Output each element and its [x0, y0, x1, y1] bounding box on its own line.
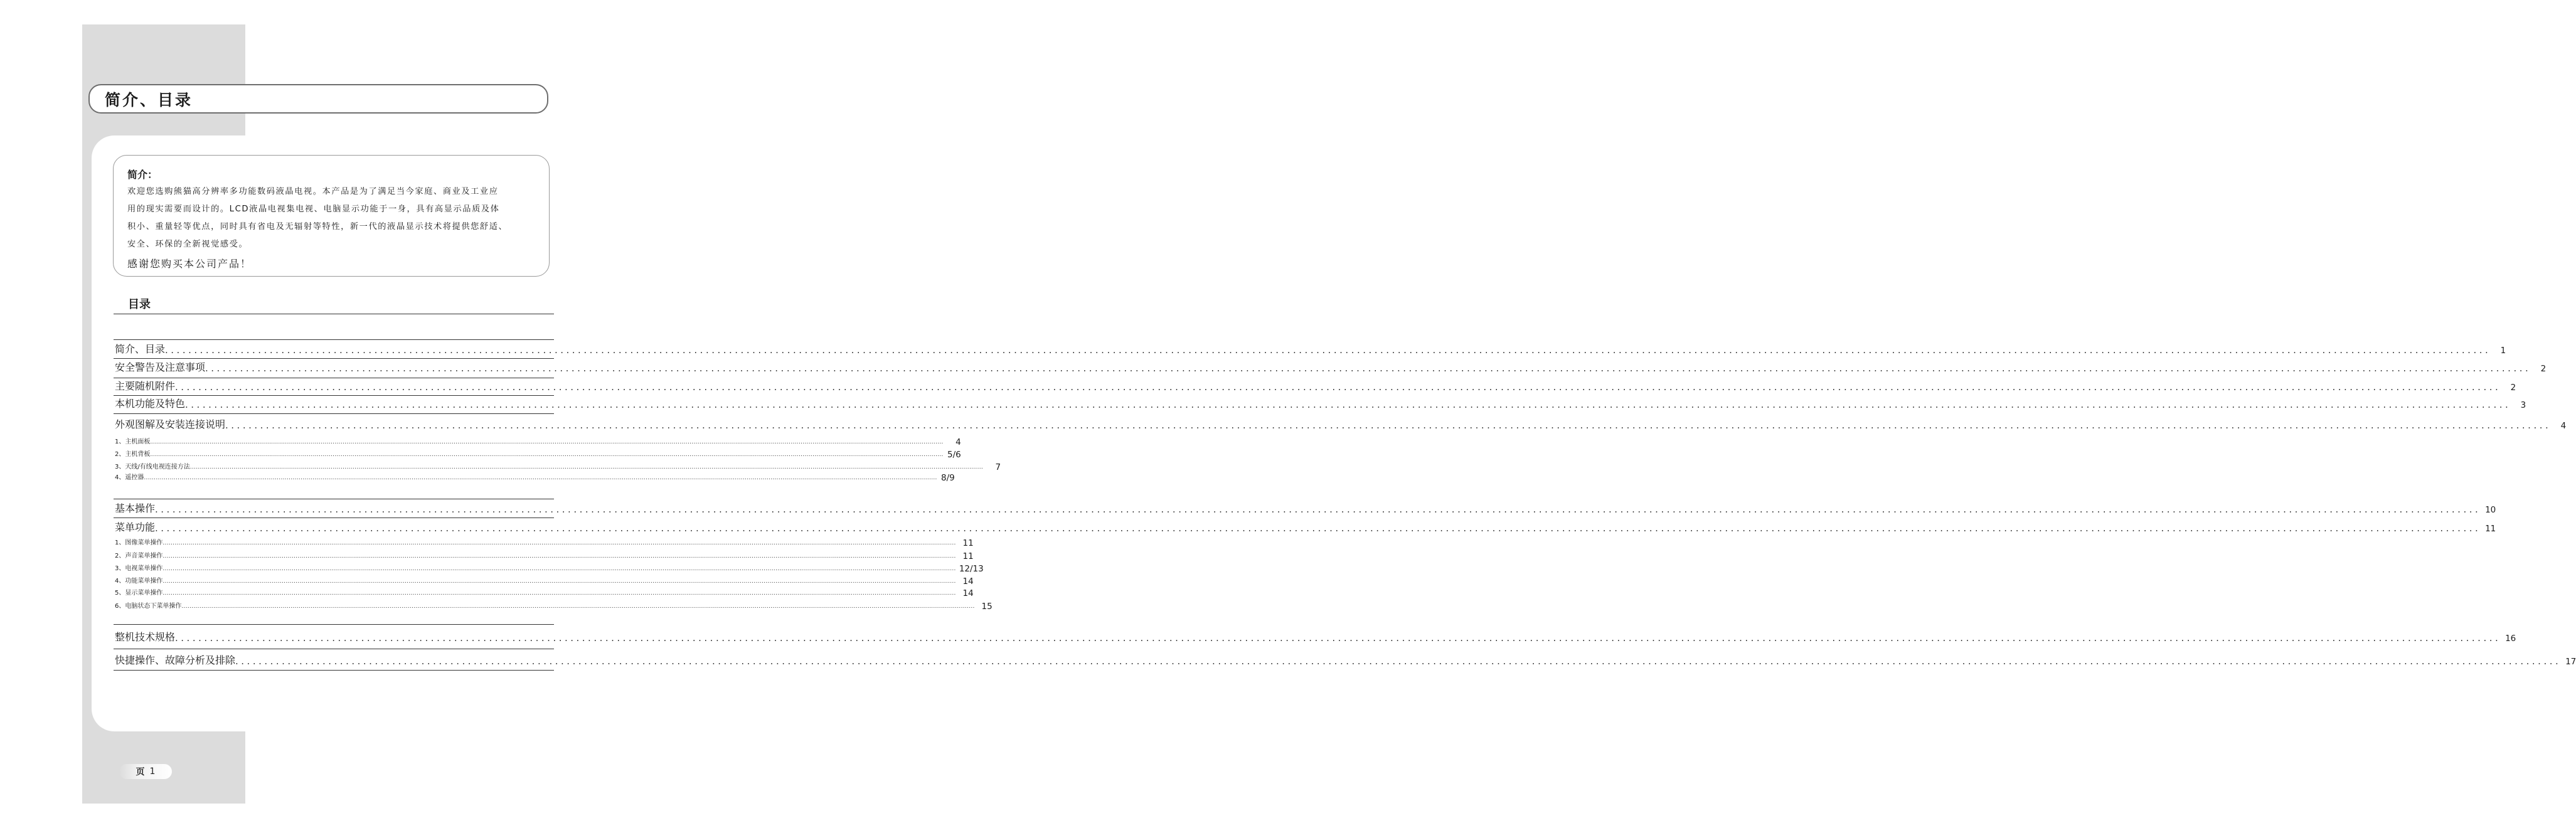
toc-subentry[interactable] [115, 449, 961, 460]
divider [114, 358, 554, 359]
toc-leader: ................................................................................................................................................................................................................................................................................................................................................................................................................ [162, 590, 956, 597]
intro-line: 安全、环保的全新视觉感受。 [127, 240, 248, 249]
toc-subentry[interactable] [115, 472, 955, 483]
toc-entry-page: 4 [955, 437, 961, 447]
toc-entry-label: 安全警告及注意事项 [115, 361, 206, 373]
toc-entry-page: 11 [962, 551, 974, 561]
toc-subentry[interactable] [115, 576, 974, 586]
toc-entry-label: 2、主机背板 [115, 451, 151, 458]
toc-entry-label: 简介、目录 [115, 343, 166, 355]
toc-leader: ................................................................................................................................................................................................................................................................................................................................................................................................................ [155, 523, 2481, 534]
toc-leader: ................................................................................................................................................................................................................................................................................................................................................................................................................ [162, 540, 956, 546]
toc-entry-label: 基本操作 [115, 502, 156, 514]
toc-entry-label: 5、显示菜单操作 [115, 590, 163, 597]
toc-entry-page: 10 [2485, 505, 2496, 515]
toc-entry-page: 2 [2510, 383, 2516, 393]
toc-entry-label: 主要随机附件 [115, 380, 176, 392]
toc-entry-label: 外观图解及安装连接说明 [115, 418, 226, 430]
toc-entry-label: 3、电视菜单操作 [115, 565, 163, 572]
toc-leader: ................................................................................................................................................................................................................................................................................................................................................................................................................ [175, 632, 2501, 644]
toc-entry-label: 整机技术规格 [115, 631, 176, 643]
toc-entry-page: 16 [2505, 634, 2516, 644]
toc-entry-page: 17 [2565, 657, 2576, 667]
toc-subentry[interactable] [115, 601, 993, 612]
toc-entry-page: 11 [962, 538, 974, 548]
intro-paragraph [127, 183, 546, 253]
toc-entry-page: 1 [2500, 346, 2506, 356]
toc-entry-label: 快捷操作、故障分析及排除 [115, 654, 236, 666]
toc-leader: ................................................................................................................................................................................................................................................................................................................................................................................................................ [165, 344, 2491, 356]
intro-heading: 简介： [127, 169, 158, 181]
toc-subentry[interactable] [115, 588, 974, 598]
toc-entry-label: 1、图像菜单操作 [115, 539, 163, 546]
toc-leader: ................................................................................................................................................................................................................................................................................................................................................................................................................ [150, 452, 944, 458]
toc-entry[interactable] [115, 502, 2496, 515]
toc-leader: ................................................................................................................................................................................................................................................................................................................................................................................................................ [150, 439, 944, 445]
toc-leader: ................................................................................................................................................................................................................................................................................................................................................................................................................ [162, 553, 956, 560]
toc-entry-page: 15 [981, 602, 993, 612]
divider [114, 624, 554, 625]
intro-thanks: 感谢您购买本公司产品！ [127, 258, 252, 270]
divider [114, 339, 554, 340]
toc-heading: 目录 [128, 298, 151, 311]
toc-entry[interactable] [115, 380, 2516, 393]
toc-entry-page: 8/9 [940, 473, 955, 483]
toc-entry-page: 11 [2485, 524, 2496, 534]
toc-entry-label: 2、声音菜单操作 [115, 553, 163, 560]
toc-entry[interactable] [115, 631, 2516, 644]
title-bar [88, 84, 548, 114]
toc-leader: ................................................................................................................................................................................................................................................................................................................................................................................................................ [235, 656, 2562, 667]
toc-leader: ................................................................................................................................................................................................................................................................................................................................................................................................................ [144, 475, 937, 481]
toc-entry[interactable] [115, 343, 2506, 356]
toc-leader: ................................................................................................................................................................................................................................................................................................................................................................................................................ [225, 420, 2552, 431]
toc-entry-label: 4、遥控器 [115, 474, 144, 481]
toc-entry-page: 4 [2560, 421, 2567, 431]
page-title: 简介、目录 [105, 90, 193, 109]
toc-entry-label: 本机功能及特色 [115, 398, 186, 410]
toc-entry-page: 7 [995, 462, 1001, 472]
page-label: 页 [136, 767, 145, 777]
toc-leader: ................................................................................................................................................................................................................................................................................................................................................................................................................ [162, 566, 956, 572]
toc-entry-page: 3 [2520, 400, 2526, 410]
toc-entry[interactable] [115, 521, 2496, 534]
toc-leader: ................................................................................................................................................................................................................................................................................................................................................................................................................ [175, 381, 2501, 393]
toc-subentry[interactable] [115, 551, 974, 561]
intro-line: 积小、重量轻等优点，同时具有省电及无辐射等特性，新一代的液晶显示技术将提供您舒适、 [127, 222, 508, 231]
toc-entry-label: 1、主机面板 [115, 438, 151, 445]
toc-entry[interactable] [115, 654, 2576, 667]
toc-leader: ................................................................................................................................................................................................................................................................................................................................................................................................................ [162, 578, 956, 585]
toc-subentry[interactable] [115, 437, 961, 447]
toc-entry-page: 12/13 [959, 564, 984, 574]
intro-line: 用的现实需要而设计的。LCD液晶电视集电视、电脑显示功能于一身，具有高显示品质及体 [127, 204, 500, 214]
intro-line: 欢迎您选购熊猫高分辨率多功能数码液晶电视。本产品是为了满足当今家庭、商业及工业应 [127, 187, 499, 196]
toc-entry-page: 14 [962, 576, 974, 586]
toc-entry[interactable] [115, 361, 2547, 374]
toc-entry[interactable] [115, 398, 2526, 410]
toc-entry-label: 4、功能菜单操作 [115, 578, 163, 585]
toc-entry-page: 5/6 [947, 450, 961, 460]
page-number: 1 [149, 767, 156, 777]
toc-leader: ................................................................................................................................................................................................................................................................................................................................................................................................................ [155, 504, 2481, 515]
toc-subentry[interactable] [115, 462, 1001, 472]
toc-entry-label: 菜单功能 [115, 521, 156, 533]
toc-entry-page: 14 [962, 588, 974, 598]
intro-box [113, 155, 550, 277]
divider [114, 413, 554, 414]
divider [114, 670, 554, 671]
toc-entry[interactable] [115, 418, 2567, 431]
toc-leader: ................................................................................................................................................................................................................................................................................................................................................................................................................ [181, 603, 975, 610]
toc-subentry[interactable] [115, 538, 974, 548]
page-number-tab [119, 764, 172, 779]
toc-leader: ................................................................................................................................................................................................................................................................................................................................................................................................................ [205, 363, 2531, 374]
toc-subentry[interactable] [115, 563, 984, 574]
toc-entry-label: 6、电脑状态下菜单操作 [115, 603, 182, 610]
toc-entry-label: 3、天线/有线电视连接方法 [115, 464, 190, 470]
toc-entry-page: 2 [2540, 364, 2547, 374]
toc-leader: ................................................................................................................................................................................................................................................................................................................................................................................................................ [189, 464, 984, 470]
toc-leader: ................................................................................................................................................................................................................................................................................................................................................................................................................ [185, 399, 2511, 410]
